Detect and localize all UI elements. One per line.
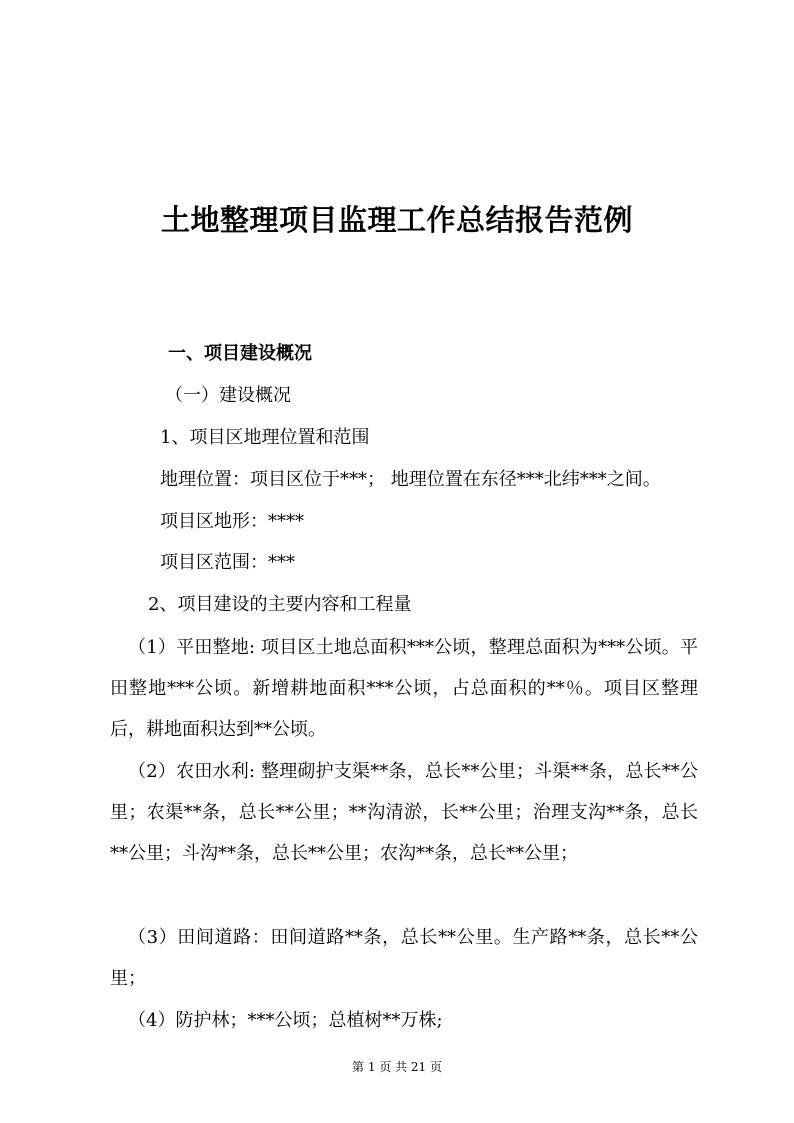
- item-heading-location: 1、项目区地理位置和范围: [160, 427, 370, 448]
- section-heading: 一、项目建设概况: [168, 343, 312, 364]
- scope-line: 项目区范围：***: [160, 552, 295, 573]
- terrain-line: 项目区地形：****: [160, 511, 304, 532]
- subsection-heading: （一）建设概况: [165, 385, 291, 406]
- page-number-footer: 第 1 页 共 21 页: [352, 1060, 442, 1074]
- document-title: 土地整理项目监理工作总结报告范例: [160, 203, 633, 237]
- paragraph-shelter-forest: （4）防护林；***公顷；总植树**万株;: [128, 1010, 443, 1031]
- paragraph-water-conservancy: （2）农田水利: 整理砌护支渠**条，总长**公里；斗渠**条，总长**公里；农渠**条，总长**公里；**沟清淤，长**公里；治理支沟**条，总长**公里；斗沟**条，总长**公里；农沟**条，总长**公里；: [110, 761, 698, 864]
- paragraph-land-leveling: （1）平田整地: 项目区土地总面积***公顷，整理总面积为***公顷。平田整地***公顷。新增耕地面积***公顷，占总面积的**％。项目区整理后，耕地面积达到**公顷。: [110, 637, 698, 740]
- location-line: 地理位置：项目区位于***； 地理位置在东径***北纬***之间。: [160, 469, 661, 490]
- paragraph-field-roads: （3）田间道路：田间道路**条，总长**公里。生产路**条，总长**公里；: [110, 927, 698, 989]
- item-heading-content: 2、项目建设的主要内容和工程量: [148, 594, 412, 615]
